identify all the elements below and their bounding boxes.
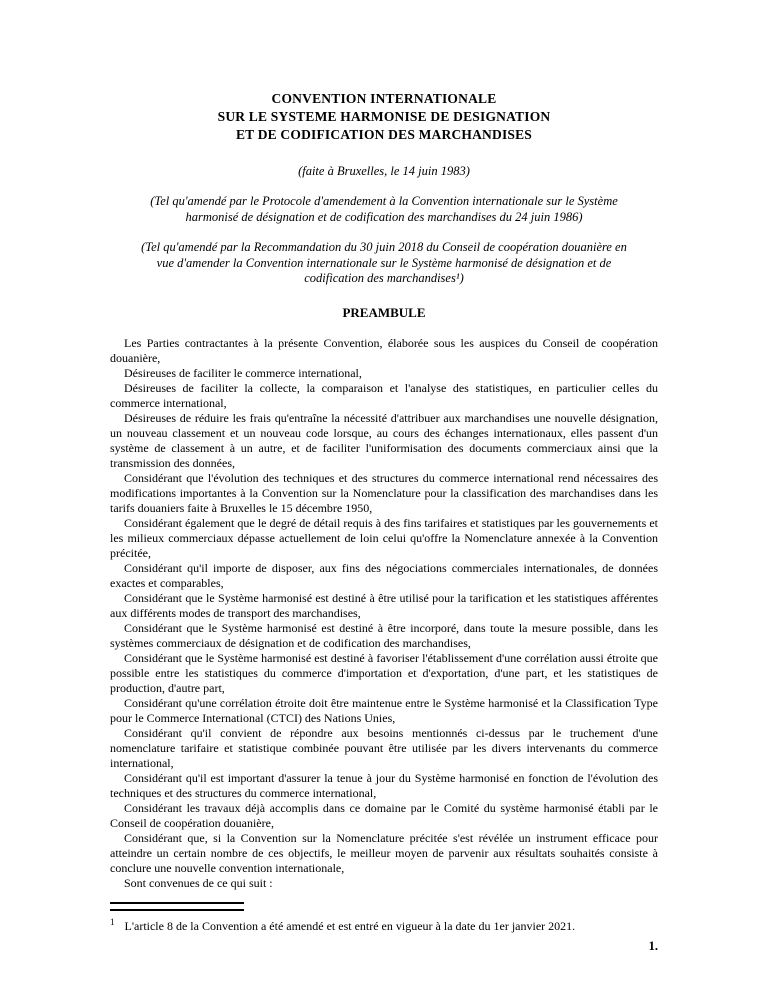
preamble-paragraph: Considérant que le Système harmonisé est destiné à favoriser l'établissement d'une corrélation aussi étroite que possible entre les statistiques du commerce d'importation et d'exportation, d'une part, et les statistiques de production, d'autre part, [110, 650, 658, 695]
document-content [110, 90, 658, 891]
amendment-note-2018: (Tel qu'amendé par la Recommandation du 30 juin 2018 du Conseil de coopération douanière en vue d'amender la Convention internationale sur le Système harmonisé de désignation et de codification des marchandises¹) [141, 240, 627, 285]
title-line-3: ET DE CODIFICATION DES MARCHANDISES [235, 127, 533, 142]
preamble-paragraph: Désireuses de faciliter la collecte, la comparaison et l'analyse des statistiques, en particulier celles du commerce international, [110, 380, 658, 410]
footnote-text: L'article 8 de la Convention a été amendé et est entré en vigueur à la date du 1er janvier 2021. [124, 919, 576, 933]
title-line-2: SUR LE SYSTEME HARMONISE DE DESIGNATION [217, 109, 551, 124]
preamble-body [110, 336, 658, 891]
preamble-paragraph: Considérant également que le degré de détail requis à des fins tarifaires et statistiques par les gouvernements et les milieux commerciaux dépasse actuellement de loin celui qu'offre la Nomenclature annexée à la Convention précitée, [110, 515, 658, 560]
footnote-marker: 1 [110, 917, 115, 927]
preamble-paragraph: Considérant que, si la Convention sur la Nomenclature précitée s'est révélée un instrument efficace pour atteindre un certain nombre de ces objectifs, le meilleur moyen de parvenir aux résultats souhaités consiste à conclure une nouvelle convention internationale, [110, 830, 658, 875]
preamble-paragraph: Considérant que l'évolution des techniques et des structures du commerce international rend nécessaires des modifications importantes à la Convention sur la Nomenclature pour la classification des marchandises dans les tarifs douaniers faite à Bruxelles le 15 décembre 1950, [110, 470, 658, 515]
preamble-paragraph: Considérant que le Système harmonisé est destiné à être incorporé, dans toute la mesure possible, dans les systèmes commerciaux de désignation et de codification des marchandises, [110, 620, 658, 650]
place-date-line: (faite à Bruxelles, le 14 juin 1983) [298, 164, 470, 178]
footnote-separator [110, 902, 244, 904]
footnote [110, 917, 658, 934]
page-number: 1. [648, 939, 658, 953]
preamble-paragraph: Considérant qu'il est important d'assurer la tenue à jour du Système harmonisé en fonction de l'évolution des techniques et des structures du commerce international, [110, 770, 658, 800]
preamble-paragraph: Sont convenues de ce qui suit : [124, 875, 273, 890]
footnote-separator-2 [110, 909, 244, 911]
preamble-paragraph: Les Parties contractantes à la présente Convention, élaborée sous les auspices du Conseil de coopération douanière, [110, 335, 658, 365]
title-line-1: CONVENTION INTERNATIONALE [271, 91, 497, 106]
amendment-note-1986: (Tel qu'amendé par le Protocole d'amendement à la Convention internationale sur le Système harmonisé de désignation et de codification des marchandises du 24 juin 1986) [150, 194, 618, 224]
preamble-paragraph: Considérant qu'il importe de disposer, aux fins des négociations commerciales internationales, de données exactes et comparables, [110, 560, 658, 590]
preamble-paragraph: Considérant qu'une corrélation étroite doit être maintenue entre le Système harmonisé et la Classification Type pour le Commerce International (CTCI) des Nations Unies, [110, 695, 658, 725]
preamble-paragraph: Considérant que le Système harmonisé est destiné à être utilisé pour la tarification et les statistiques afférentes aux différents modes de transport des marchandises, [110, 590, 658, 620]
section-heading-preambule: PREAMBULE [342, 304, 426, 320]
preamble-paragraph: Désireuses de faciliter le commerce international, [124, 365, 362, 380]
document-title [110, 90, 658, 144]
preamble-paragraph: Considérant les travaux déjà accomplis dans ce domaine par le Comité du système harmonisé établi par le Conseil de coopération douanière, [110, 800, 658, 830]
preamble-paragraph: Désireuses de réduire les frais qu'entraîne la nécessité d'attribuer aux marchandises une nouvelle désignation, un nouveau classement et un nouveau code lorsque, au cours des échanges internationaux, elles passent d'un système de classement à un autre, et de faciliter l'uniformisation des documents commerciaux ainsi que la transmission des données, [110, 410, 658, 470]
preamble-paragraph: Considérant qu'il convient de répondre aux besoins mentionnés ci-dessus par le truchement d'une nomenclature tarifaire et statistique combinée pouvant être utilisée par les divers intervenants du commerce international, [110, 725, 658, 770]
footnote-area [110, 902, 658, 954]
